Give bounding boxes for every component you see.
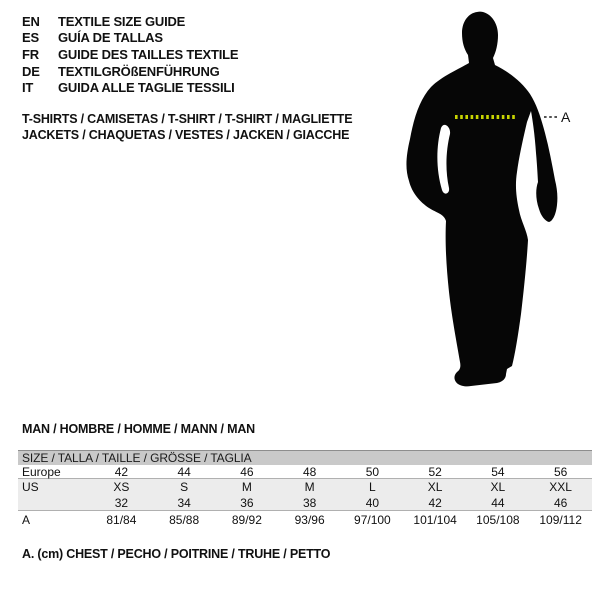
size-cell: 40 [365, 495, 380, 510]
size-cell: L [369, 480, 376, 494]
language-code: EN [22, 13, 40, 29]
size-cell: 52 [428, 464, 442, 479]
row-label: Europe [22, 464, 61, 479]
size-cell: 44 [177, 464, 191, 479]
list-item [22, 30, 238, 47]
measurement-a-label: A [561, 109, 571, 125]
size-cell: S [180, 480, 189, 494]
language-guide-list [22, 13, 238, 96]
list-item [22, 79, 238, 96]
man-silhouette-figure [400, 5, 572, 395]
garment-categories [22, 112, 352, 143]
size-cell: 42 [428, 495, 442, 510]
size-cell: 93/96 [294, 513, 325, 527]
size-cell: 54 [491, 464, 505, 479]
category-jackets: JACKETS / CHAQUETAS / VESTES / JACKEN / GIACCHE [22, 127, 350, 142]
row-label: A [22, 513, 31, 527]
size-cell: 105/108 [476, 513, 520, 527]
language-code: ES [22, 30, 39, 46]
size-table-header: SIZE / TALLA / TAILLE / GRÖSSE / TAGLIA [18, 450, 592, 465]
size-cell: 48 [302, 464, 317, 479]
size-cell: 36 [240, 495, 254, 510]
size-cell: 46 [553, 495, 568, 510]
size-cell: 109/112 [539, 513, 582, 527]
size-cell: 44 [491, 495, 505, 510]
size-cell: 34 [177, 495, 191, 510]
list-item [22, 46, 238, 63]
guide-title: GUÍA DE TALLAS [58, 30, 163, 46]
language-code: DE [22, 63, 40, 79]
language-code: IT [22, 80, 34, 96]
table-row-numeric [18, 495, 592, 511]
section-title-man: MAN / HOMBRE / HOMME / MANN / MAN [22, 422, 255, 436]
size-cell: XL [427, 480, 443, 494]
row-label: US [22, 480, 39, 494]
size-table [18, 450, 592, 529]
size-cell: M [304, 480, 315, 494]
guide-title: TEXTILGRÖßENFÜHRUNG [58, 63, 220, 79]
size-cell: 32 [114, 495, 129, 510]
size-cell: 97/100 [354, 513, 391, 527]
size-cell: XS [113, 480, 130, 494]
language-code: FR [22, 46, 39, 62]
guide-title: GUIDE DES TAILLES TEXTILE [58, 46, 239, 62]
table-row-europe [18, 465, 592, 479]
guide-title: GUIDA ALLE TAGLIE TESSILI [58, 80, 235, 96]
size-cell: 89/92 [231, 513, 262, 527]
measurement-footnote: A. (cm) CHEST / PECHO / POITRINE / TRUHE / PETTO [22, 547, 331, 561]
category-tshirts: T-SHIRTS / CAMISETAS / T-SHIRT / T-SHIRT / MAGLIETTE [22, 112, 353, 126]
guide-title: TEXTILE SIZE GUIDE [58, 13, 186, 29]
list-item [22, 13, 238, 30]
man-silhouette-path [406, 12, 557, 387]
size-cell: 46 [240, 464, 254, 479]
size-cell: 56 [553, 464, 568, 479]
size-cell: 50 [365, 464, 380, 479]
size-cell: 101/104 [413, 513, 457, 527]
list-item [22, 63, 238, 80]
size-cell: 81/84 [106, 513, 137, 527]
size-cell: M [241, 480, 252, 494]
size-cell: XL [490, 480, 506, 494]
size-cell: XXL [549, 480, 572, 494]
table-row-chest-a [18, 511, 592, 529]
man-silhouette-svg [400, 5, 572, 395]
size-cell: 38 [302, 495, 317, 510]
table-row-us [18, 479, 592, 495]
size-cell: 85/88 [169, 513, 200, 527]
size-cell: 42 [114, 464, 129, 479]
